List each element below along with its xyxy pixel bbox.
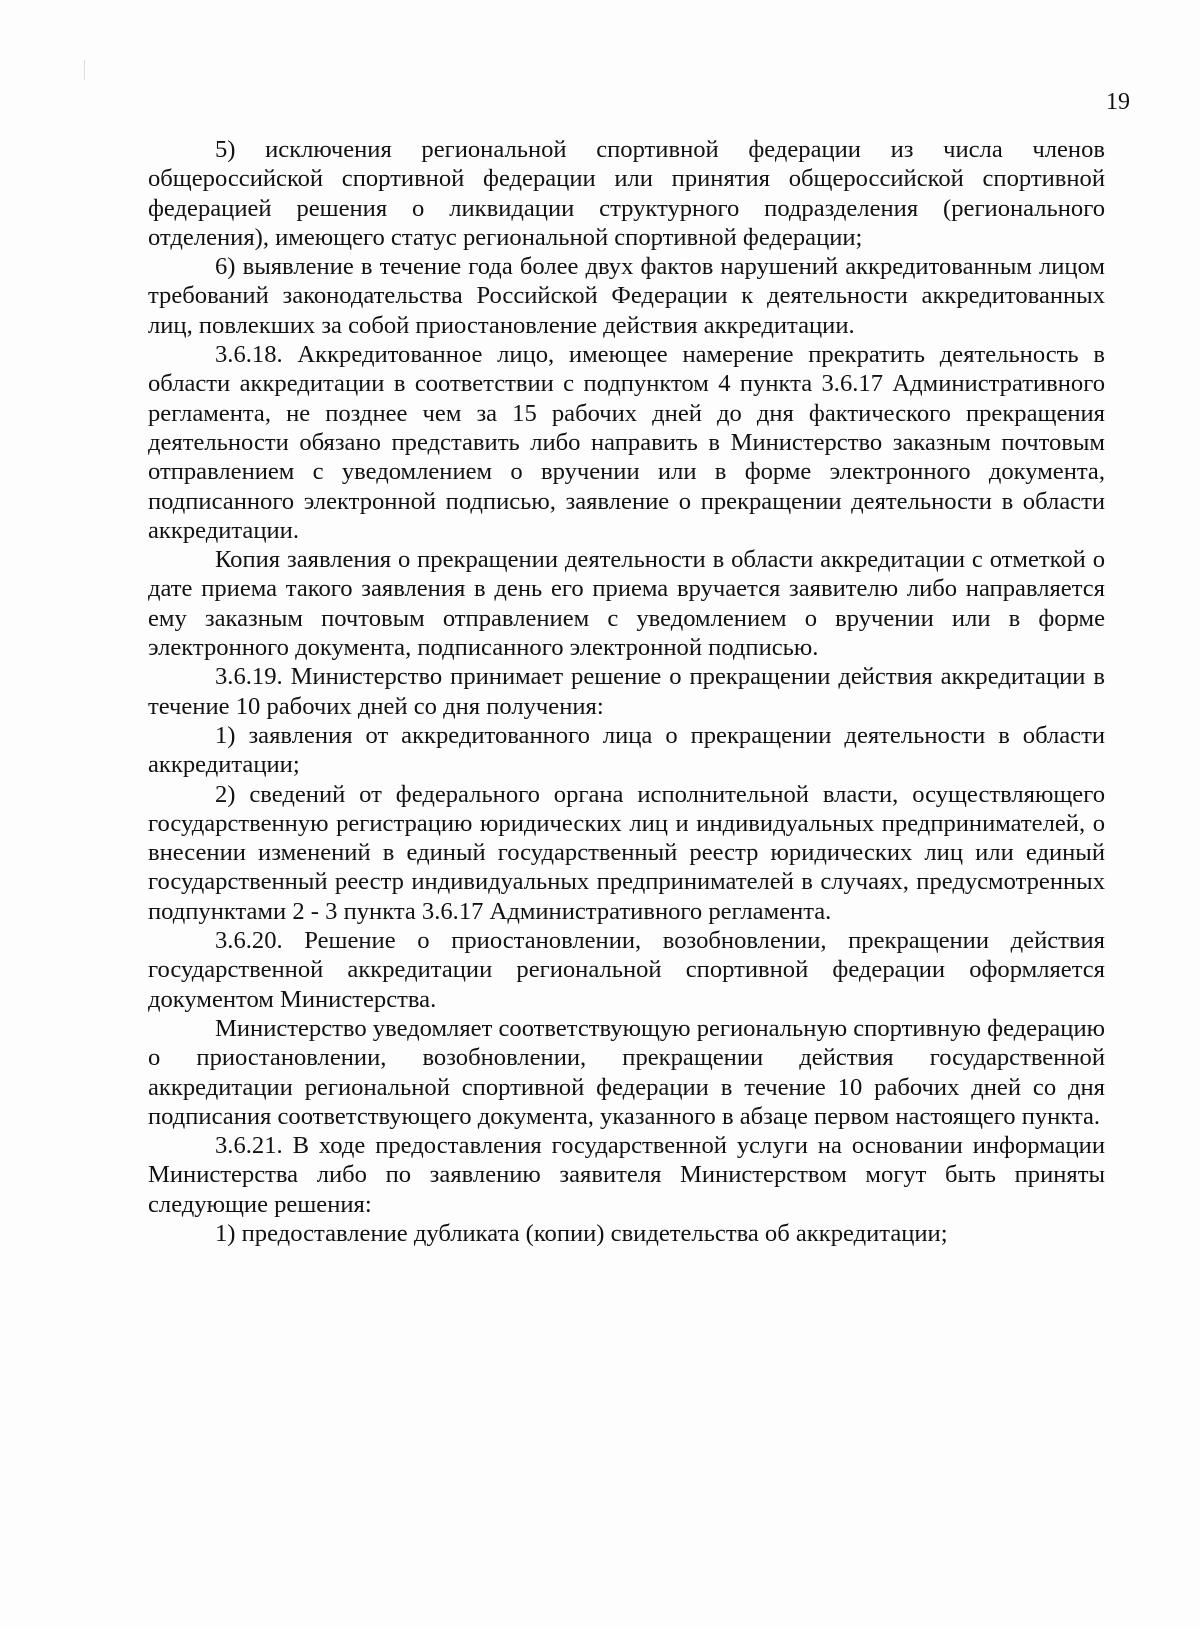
paragraph: 5) исключения региональной спортивной федерации из числа членов общероссийской спортивной федерации или принятия общероссийской спортивной федерацией решения о ликвидации структурного подразделения (регионального отделения), имеющего статус региональной спортивной федерации; <box>148 136 1105 251</box>
paragraph: 1) заявления от аккредитованного лица о прекращении деятельности в области аккредитации; <box>148 721 1105 779</box>
document-body <box>148 135 1105 1248</box>
paragraph: 6) выявление в течение года более двух фактов нарушений аккредитованным лицом требований законодательства Российской Федерации к деятельности аккредитованных лиц, повлекших за собой приостановление действия аккредитации. <box>148 253 1105 339</box>
paragraph: 3.6.19. Министерство принимает решение о прекращении действия аккредитации в течение 10 рабочих дней со дня получения: <box>148 663 1105 720</box>
paragraph: 2) сведений от федерального органа исполнительной власти, осуществляющего государственную регистрацию юридических лиц и индивидуальных предпринимателей, о внесении изменений в единый государственный реестр юридических лиц или единый государственный реестр индивидуальных предпринимателей в случаях, предусмотренных подпунктами 2 - 3 пункта 3.6.17 Административного регламента. <box>148 780 1105 925</box>
paragraph: 3.6.21. В ходе предоставления государственной услуги на основании информации Министерства либо по заявлению заявителя Министерством могут быть приняты следующие решения: <box>148 1132 1105 1218</box>
paragraph: 3.6.18. Аккредитованное лицо, имеющее намерение прекратить деятельность в области аккредитации в соответствии с подпунктом 4 пункта 3.6.17 Административного регламента, не позднее чем за 15 рабочих дней до дня фактического прекращения деятельности обязано представить либо направить в Министерство заказным почтовым отправлением с уведомлением о вручении или в форме электронного документа, подписанного электронной подписью, заявление о прекращении деятельности в области аккредитации. <box>148 341 1105 544</box>
paragraph: 1) предоставление дубликата (копии) свидетельства об аккредитации; <box>215 1219 948 1247</box>
page-number: 19 <box>1106 89 1130 115</box>
paragraph: Копия заявления о прекращении деятельности в области аккредитации с отметкой о дате приема такого заявления в день его приема вручается заявителю либо направляется ему заказным почтовым отправлением с уведомлением о вручении или в форме электронного документа, подписанного электронной подписью. <box>148 546 1105 662</box>
paragraph: Министерство уведомляет соответствующую региональную спортивную федерацию о приостановлении, возобновлении, прекращении действия государственной аккредитации региональной спортивной федерации в течение 10 рабочих дней со дня подписания соответствующего документа, указанного в абзаце первом настоящего пункта. <box>148 1014 1105 1130</box>
paragraph: 3.6.20. Решение о приостановлении, возобновлении, прекращении действия государственной аккредитации региональной спортивной федерации оформляется документом Министерства. <box>148 927 1105 1013</box>
scan-artifact <box>84 60 85 80</box>
